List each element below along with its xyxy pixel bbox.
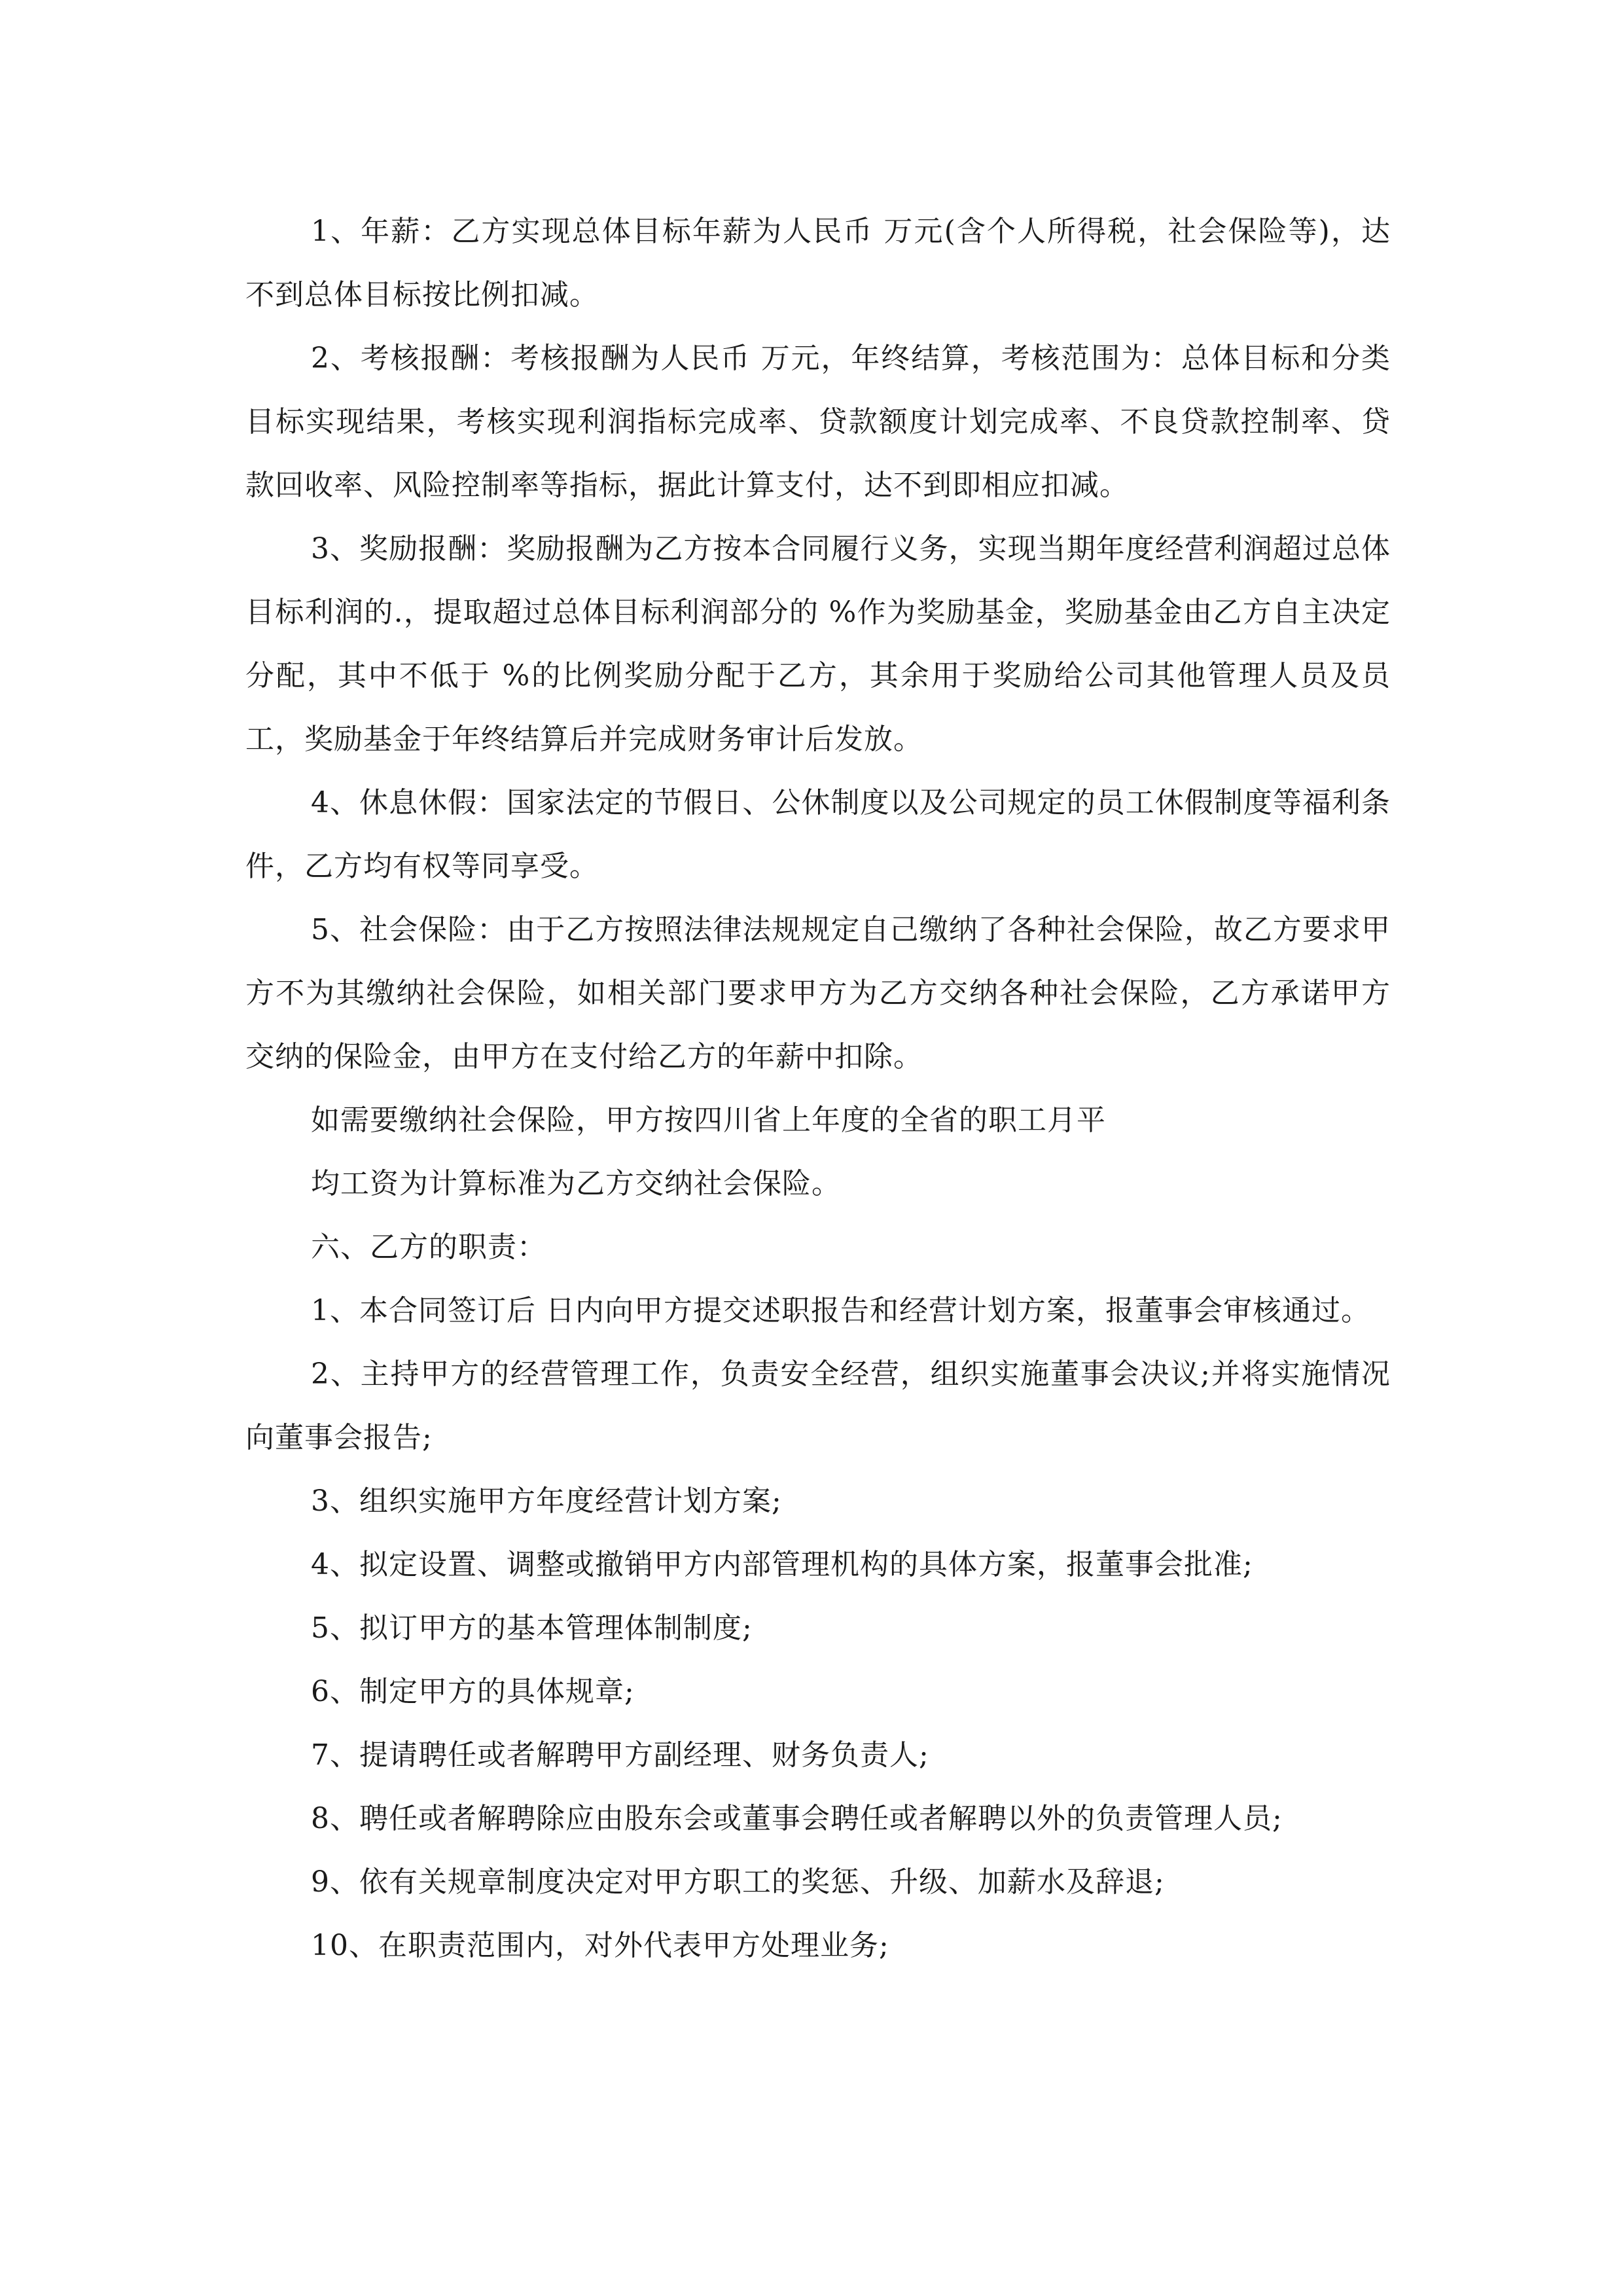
paragraph-reward-pay: 3、奖励报酬：奖励报酬为乙方按本合同履行义务，实现当期年度经营利润超过总体目标利润的.，提取超过总体目标利润部分的 %作为奖励基金，奖励基金由乙方自主决定分配，其中不低于 %的比例奖励分配于乙方，其余用于奖励给公司其他管理人员及员工，奖励基金于年终结算后并完成财务审计后发放。 bbox=[245, 532, 1391, 756]
paragraph-assessment-pay: 2、考核报酬：考核报酬为人民币 万元，年终结算，考核范围为：总体目标和分类目标实现结果，考核实现利润指标完成率、贷款额度计划完成率、不良贷款控制率、贷款回收率、风险控制率等指标，据此计算支付，达不到即相应扣减。 bbox=[245, 342, 1391, 502]
duty-item-6: 6、制定甲方的具体规章; bbox=[311, 1675, 635, 1708]
paragraph-annual-salary: 1、年薪：乙方实现总体目标年薪为人民币 万元(含个人所得税，社会保险等)，达不到总体目标按比例扣减。 bbox=[245, 215, 1391, 312]
insurance-note-line-1: 如需要缴纳社会保险，甲方按四川省上年度的全省的职工月平 bbox=[311, 1103, 1106, 1137]
duty-item-7: 7、提请聘任或者解聘甲方副经理、财务负责人; bbox=[311, 1738, 929, 1772]
duty-item-4: 4、拟定设置、调整或撤销甲方内部管理机构的具体方案，报董事会批准; bbox=[311, 1548, 1253, 1581]
section-heading-duties: 六、乙方的职责： bbox=[311, 1230, 546, 1264]
paragraph-leave: 4、休息休假：国家法定的节假日、公休制度以及公司规定的员工休假制度等福利条件，乙方均有权等同享受。 bbox=[245, 786, 1391, 883]
insurance-note-line-2: 均工资为计算标准为乙方交纳社会保险。 bbox=[311, 1167, 841, 1200]
duty-item-2: 2、主持甲方的经营管理工作，负责安全经营，组织实施董事会决议;并将实施情况向董事会报告; bbox=[245, 1357, 1391, 1454]
document-body bbox=[245, 200, 1391, 1977]
duty-item-10: 10、在职责范围内，对外代表甲方处理业务; bbox=[311, 1929, 889, 1962]
duty-item-3: 3、组织实施甲方年度经营计划方案; bbox=[311, 1484, 782, 1518]
duty-item-5: 5、拟订甲方的基本管理体制制度; bbox=[311, 1611, 753, 1645]
paragraph-social-insurance: 5、社会保险：由于乙方按照法律法规规定自己缴纳了各种社会保险，故乙方要求甲方不为其缴纳社会保险，如相关部门要求甲方为乙方交纳各种社会保险，乙方承诺甲方交纳的保险金，由甲方在支付给乙方的年薪中扣除。 bbox=[245, 913, 1391, 1073]
duty-item-1: 1、本合同签订后 日内向甲方提交述职报告和经营计划方案，报董事会审核通过。 bbox=[311, 1294, 1370, 1327]
duty-item-9: 9、依有关规章制度决定对甲方职工的奖惩、升级、加薪水及辞退; bbox=[311, 1865, 1165, 1899]
duty-item-8: 8、聘任或者解聘除应由股东会或董事会聘任或者解聘以外的负责管理人员; bbox=[311, 1802, 1283, 1835]
